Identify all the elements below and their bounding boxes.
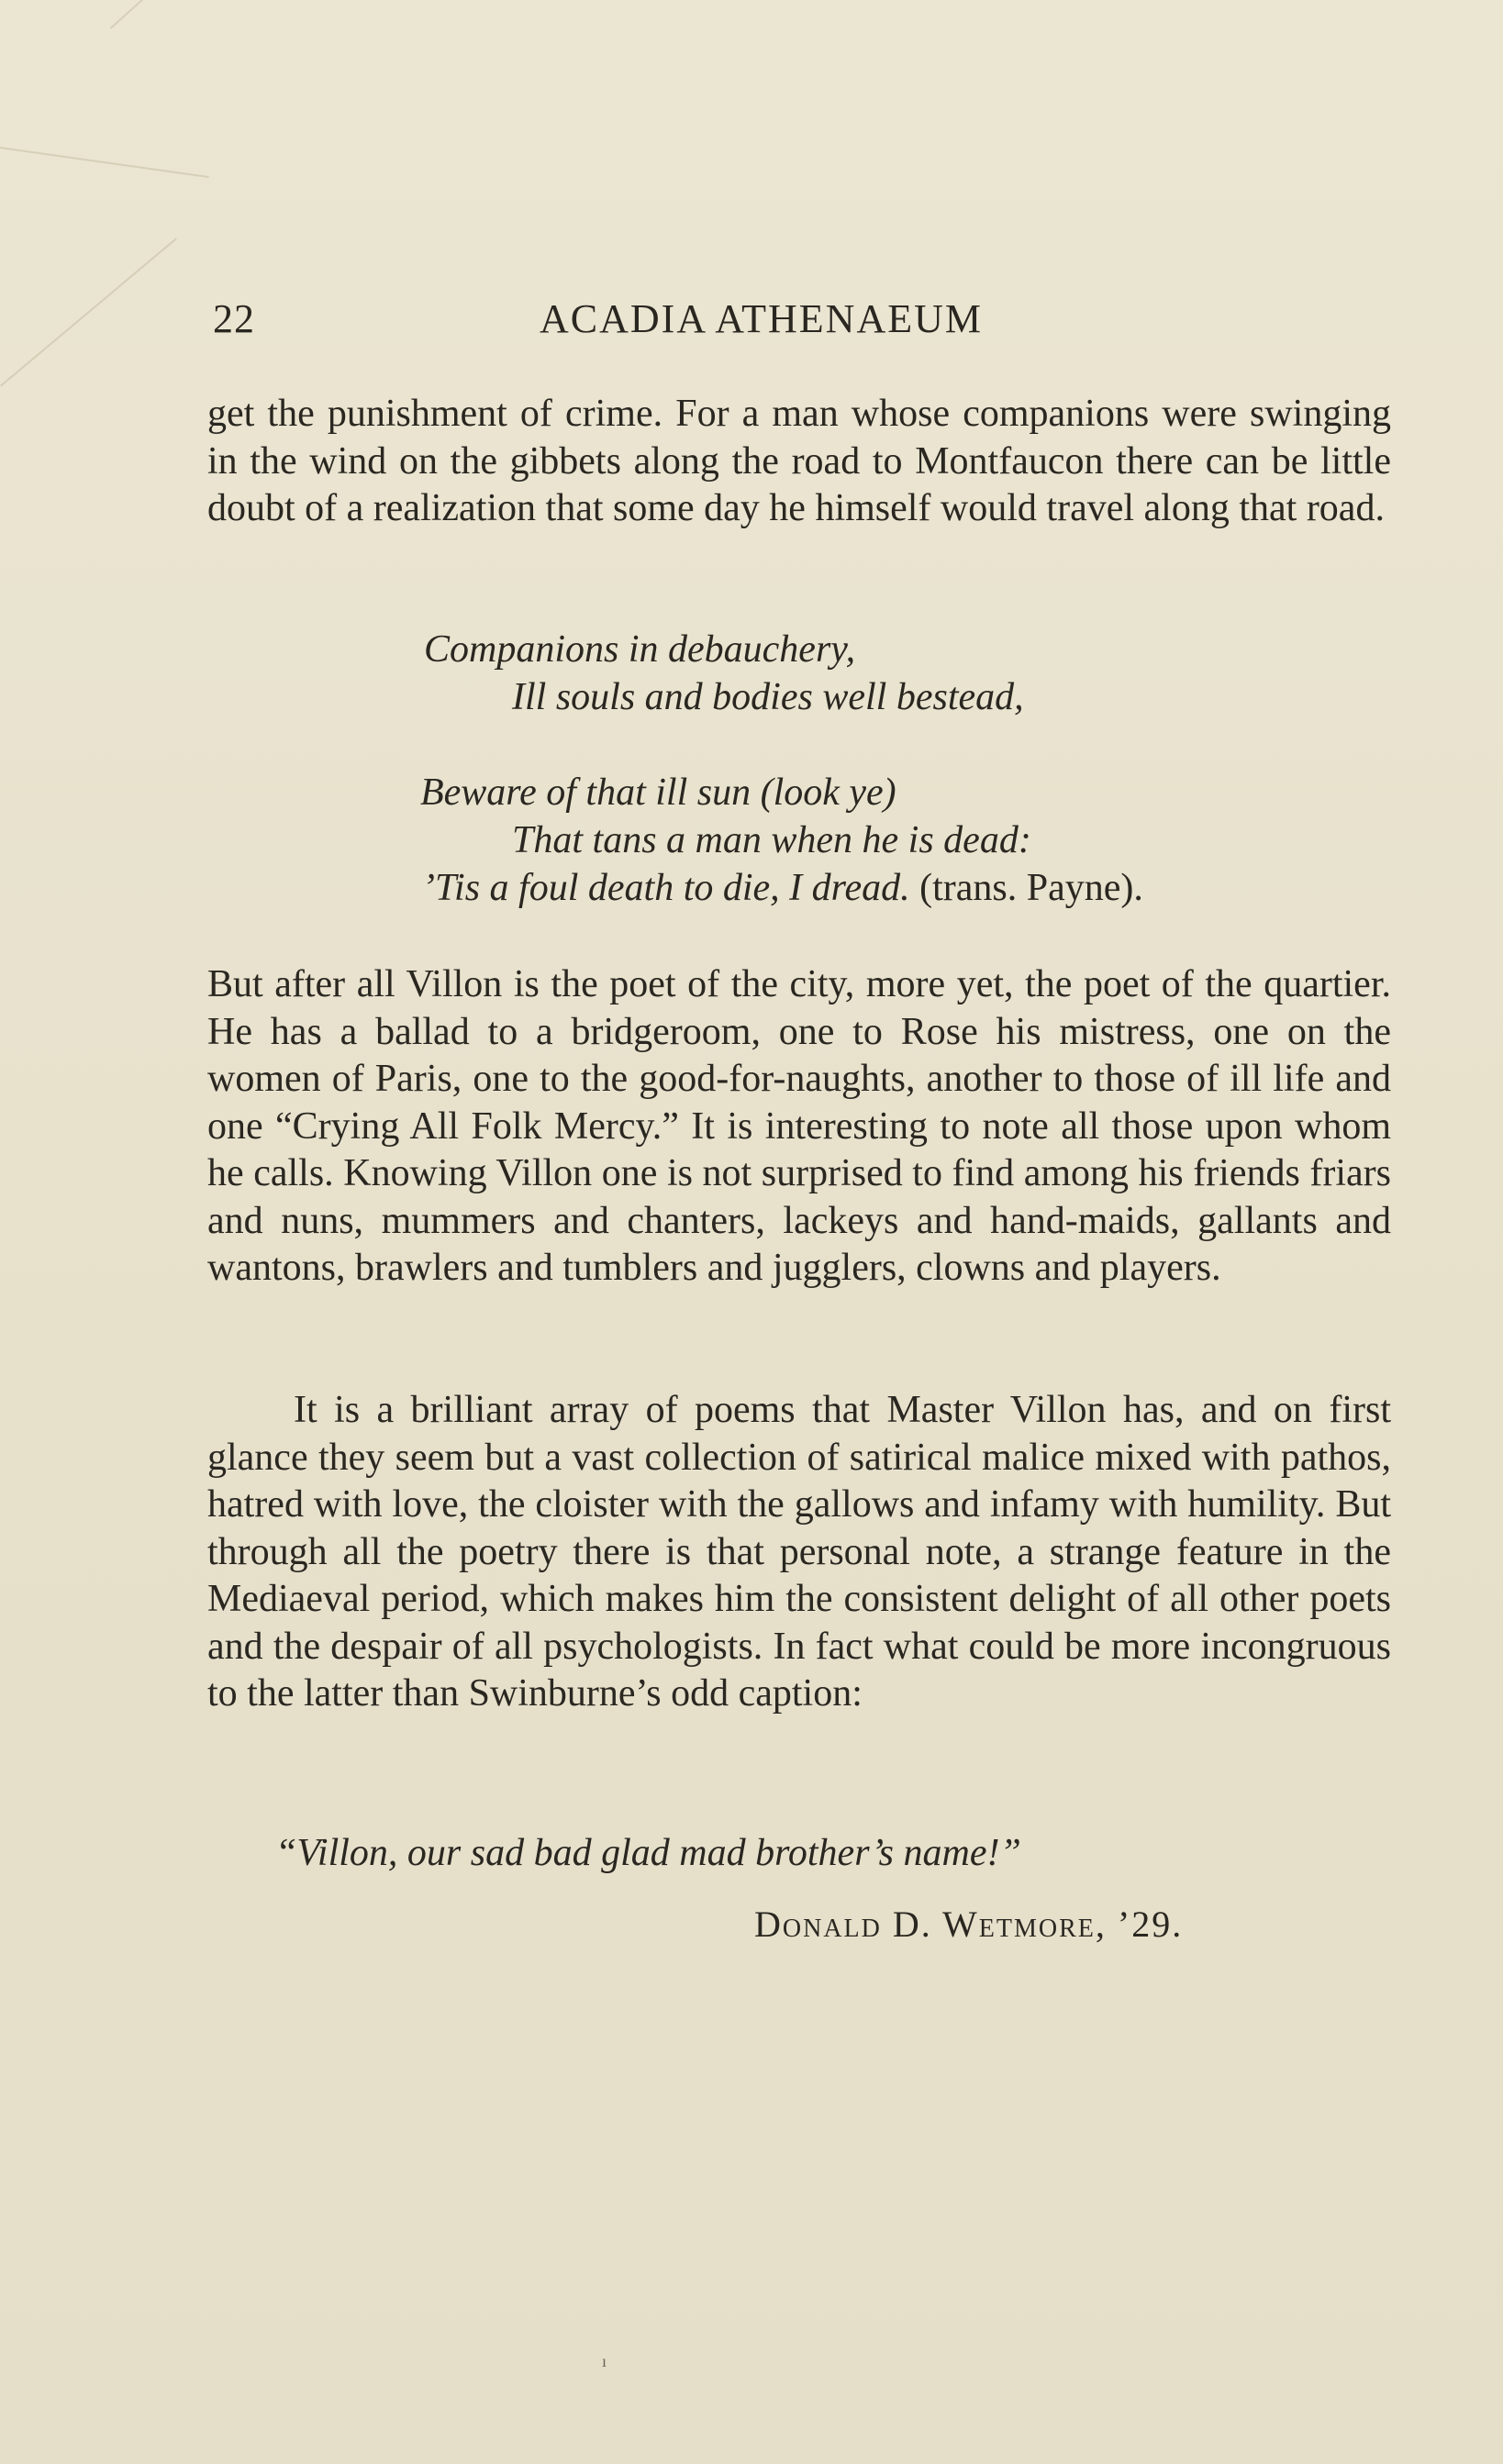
verse-line: Ill souls and bodies well bestead, bbox=[512, 676, 1024, 718]
verse-line: That tans a man when he is dead: bbox=[512, 819, 1031, 861]
paper-crease-mark bbox=[0, 238, 177, 386]
paragraph-poet-of-city: But after all Villon is the poet of the city, more yet, the poet of the quartier. He has a ballad to a bridgeroom, one to Rose his mistress, one on the women of Paris, one to the good-for-naughts, another to those of ill life and one “Crying All Folk Mercy.” It is interesting to note all those upon whom he calls. Knowing Villon one is not surprised to find among his friends friars and nuns, mummers and chanters, lackeys and hand-maids, gallants and wantons, brawlers and tumblers and jugglers, clowns and players. bbox=[207, 963, 1391, 1289]
paper-crease-mark bbox=[0, 147, 209, 178]
author-signature: Donald D. Wetmore, ’29. bbox=[754, 1903, 1184, 1945]
verse-line: ’Tis a foul death to die, I dread. bbox=[422, 867, 910, 909]
translation-attribution: (trans. Payne). bbox=[919, 867, 1143, 909]
journal-title: ACADIA ATHENAEUM bbox=[540, 296, 983, 341]
paragraph-punishment: get the punishment of crime. For a man whose companions were swinging in the wind on the gibbets along the road to Montfaucon there can be little doubt of a realization that some day he himself would travel along that road. bbox=[207, 393, 1391, 529]
swinburne-quote: “Villon, our sad bad glad mad brother’s name!” bbox=[275, 1832, 1021, 1874]
verse-line-with-attribution bbox=[422, 864, 1143, 912]
paragraph-brilliant-array: It is a brilliant array of poems that Master Villon has, and on first glance they seem but a vast collection of satirical malice mixed with pathos, hatred with love, the cloister with the gallows and infamy with humility. But through all the poetry there is that personal note, a strange feature in the Mediaeval period, which makes him the consistent delight of all other poets and the despair of all psychologists. In fact what could be more incongruous to the latter than Swinburne’s odd caption: bbox=[207, 1389, 1391, 1715]
stray-ink-mark: ı bbox=[602, 2352, 607, 2370]
verse-line: Beware of that ill sun (look ye) bbox=[420, 771, 896, 814]
page-number: 22 bbox=[213, 296, 255, 341]
verse-line: Companions in debauchery, bbox=[424, 628, 856, 671]
paper-crease-mark bbox=[110, 0, 337, 28]
running-head bbox=[213, 295, 1397, 347]
